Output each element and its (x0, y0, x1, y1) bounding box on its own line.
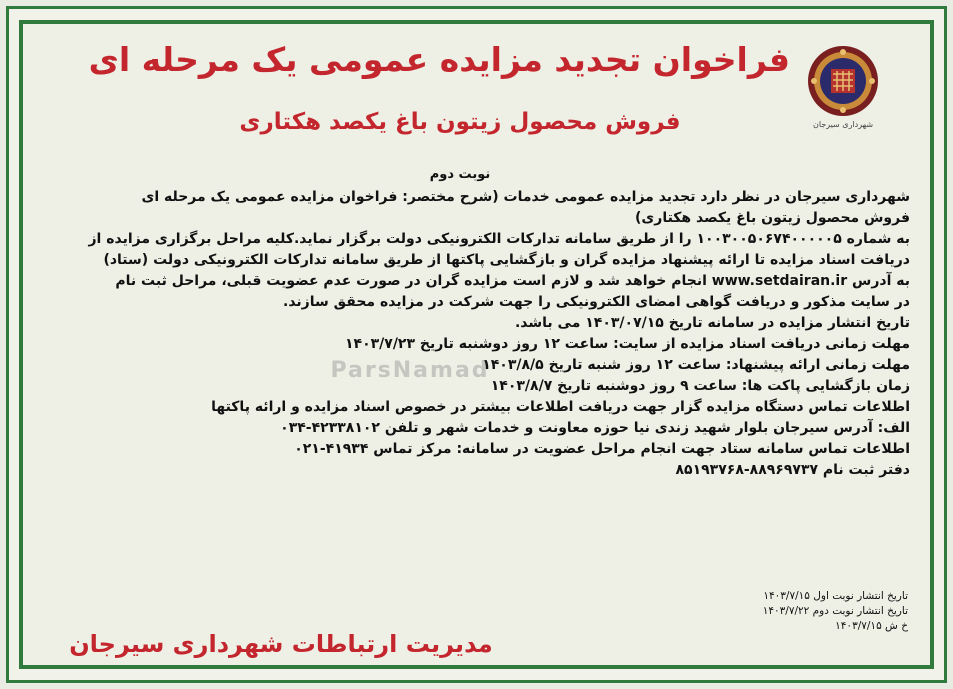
notice-line: به آدرس www.setdairan.ir انجام خواهد شد و لازم است مزایده گران در صورت عدم عضویت قبلی، مراحل ثبت نام (115, 273, 910, 289)
watermark: ParsNamad (330, 358, 490, 383)
publication-line: خ ش ۱۴۰۳/۷/۱۵ (835, 620, 908, 632)
notice-line: مهلت زمانی ارائه پیشنهاد: ساعت ۱۲ روز شنبه تاریخ ۱۴۰۳/۸/۵ (482, 357, 910, 373)
notice-line: مهلت زمانی دریافت اسناد مزایده از سایت: ساعت ۱۲ روز دوشنبه تاریخ ۱۴۰۳/۷/۲۳ (344, 336, 910, 352)
notice-line: زمان بازگشایی پاکت ها: ساعت ۹ روز دوشنبه تاریخ ۱۴۰۳/۸/۷ (490, 378, 910, 394)
publication-line: تاریخ انتشار نوبت دوم ۱۴۰۳/۷/۲۲ (762, 605, 908, 617)
notice-line: الف: آدرس سیرجان بلوار شهید زندی نیا حوزه معاونت و خدمات شهر و تلفن ۴۲۳۳۸۱۰۲-۰۳۴ (280, 420, 910, 436)
notice-line: تاریخ انتشار مزایده در سامانه تاریخ ۱۴۰۳/۰۷/۱۵ می باشد. (514, 315, 910, 331)
notice-line: در سایت مذکور و دریافت گواهی امضای الکترونیکی را جهت شرکت در مزایده محقق سازند. (283, 294, 910, 310)
notice-line: به شماره ۱۰۰۳۰۰۵۰۶۷۴۰۰۰۰۰۵ را از طریق سامانه تدارکات الکترونیکی دولت برگزار نماید.کلیه مراحل برگزاری مزایده از (88, 231, 910, 247)
notice-line: اطلاعات تماس دستگاه مزایده گزار جهت دریافت اطلاعات بیشتر در خصوص اسناد مزایده و ارائه پاکتها (211, 399, 910, 415)
notice-line: شهرداری سیرجان در نظر دارد تجدید مزایده عمومی خدمات (شرح مختصر: فراخوان مزایده عمومی یک مرحله ای (141, 189, 910, 205)
notice-body (40, 187, 910, 481)
page-title: فراخوان تجدید مزایده عمومی یک مرحله ای (88, 40, 790, 79)
logo-caption: شهرداری سیرجان (812, 120, 874, 129)
footer-signature: مدیریت ارتباطات شهرداری سیرجان (69, 630, 493, 658)
page-subtitle: فروش محصول زیتون باغ یکصد هکتاری (239, 109, 681, 135)
turn-label: نوبت دوم (429, 167, 491, 182)
municipality-seal-icon (806, 44, 880, 118)
notice-line: دفتر ثبت نام ۸۸۹۶۹۷۳۷-۸۵۱۹۳۷۶۸ (675, 462, 910, 478)
notice-line: دریافت اسناد مزایده تا ارائه پیشنهاد مزایده گران و بازگشایی پاکتها از طریق سامانه تدارکات الکترونیکی دولت (ستاد) (103, 252, 910, 268)
publication-line: تاریخ انتشار نوبت اول ۱۴۰۳/۷/۱۵ (763, 590, 908, 602)
notice-line: فروش محصول زیتون باغ یکصد هکتاری) (635, 210, 910, 226)
notice-line: اطلاعات تماس سامانه ستاد جهت انجام مراحل عضویت در سامانه: مرکز تماس ۴۱۹۳۴-۰۲۱ (294, 441, 910, 457)
publication-dates (620, 589, 908, 634)
